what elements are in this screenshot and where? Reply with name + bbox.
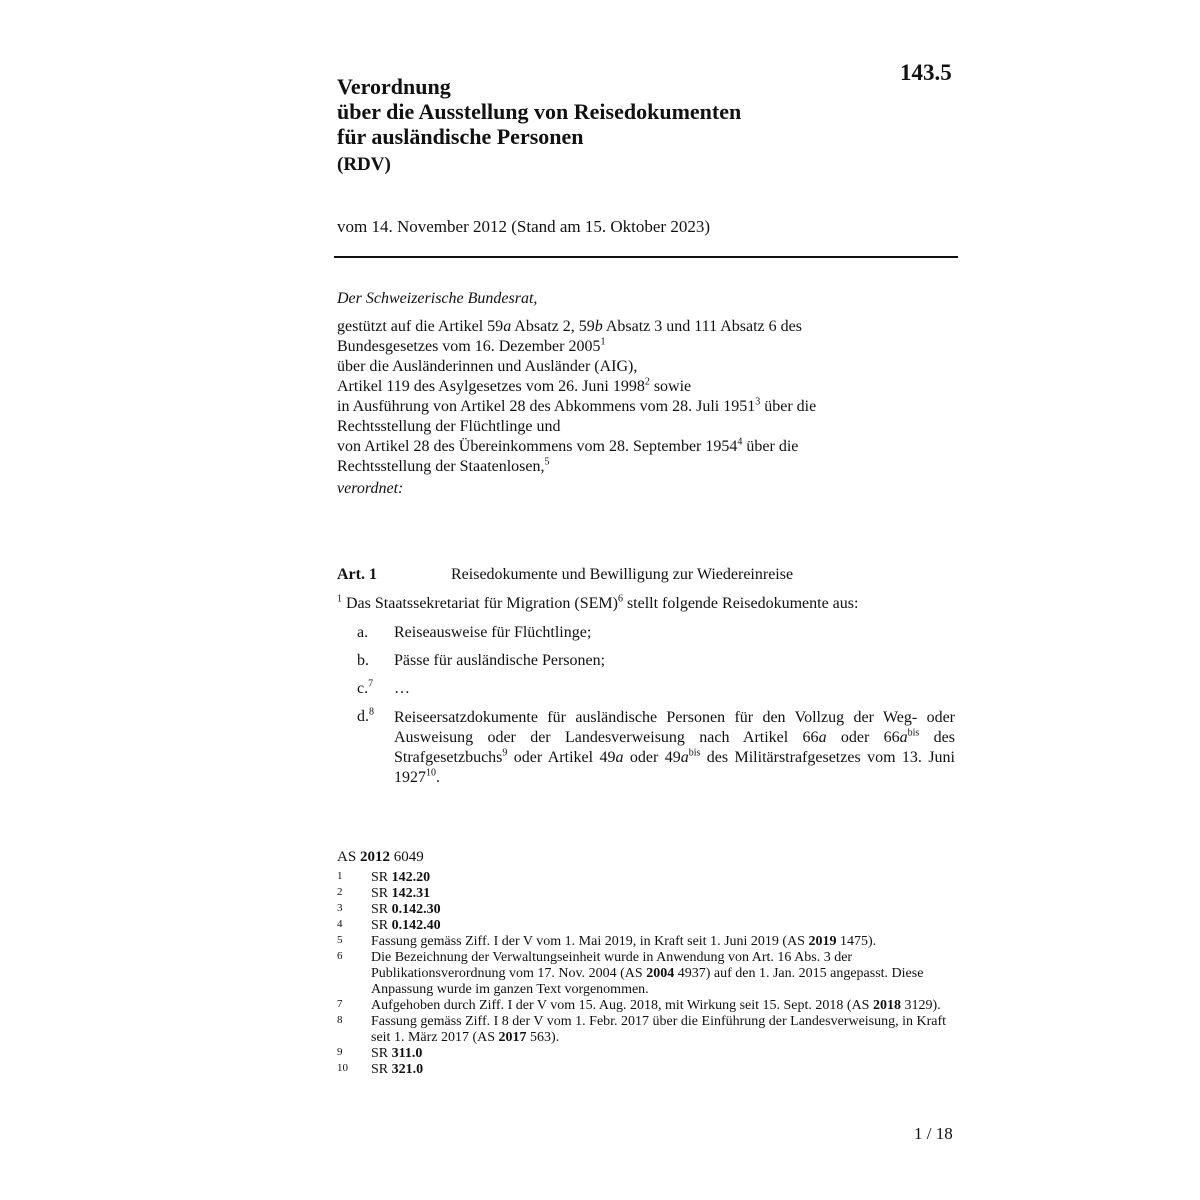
footnote: 9 SR 311.0 xyxy=(337,1046,423,1061)
footnote-ref[interactable]: 10 xyxy=(426,767,436,779)
list-item-label: c.$^7$ xyxy=(357,678,374,697)
title-line: über die Ausstellung von Reisedokumenten xyxy=(337,99,742,124)
title-line: für ausländische Personen xyxy=(337,124,584,149)
footnote: 3 SR 0.142.30 xyxy=(337,902,441,917)
title-line: Verordnung xyxy=(337,74,451,99)
preamble-line: Rechtsstellung der Staatenlosen,$^5$ xyxy=(337,456,550,475)
document-abbreviation: (RDV) xyxy=(337,154,391,175)
header-divider xyxy=(334,256,958,258)
footnote: 6 Die Bezeichnung der Verwaltungseinheit wurde in Anwendung von Art. 16 Abs. 3 der Publikationsverordnung vom 17. Nov. 2004 (AS 2004 4937) auf den 1. Jan. 2015 angepasst. Diese Anpassung wurde im ganzen Text vorgenommen. xyxy=(337,950,924,997)
preamble-line: über die Ausländerinnen und Ausländer (AIG), xyxy=(337,358,638,375)
list-item-text: … xyxy=(394,680,410,697)
preamble xyxy=(337,289,937,499)
footnote: 2 SR 142.31 xyxy=(337,886,431,901)
list-item-text: Reiseersatzdokumente für ausländische Personen für den Vollzug der Weg- oder Ausweisung oder der Landesverweisung nach Artikel 66a oder $66a^{bis}$ des Strafgesetzbuchs$^9$ oder Artikel 49a oder $49a^{bis}$ des Militärstrafgesetzes vom 13. Juni 1927$^{10}$. xyxy=(394,709,955,786)
paragraph-number: 1 xyxy=(337,593,342,605)
footnote-ref[interactable]: 4 xyxy=(737,436,743,448)
footnote: 8 Fassung gemäss Ziff. I 8 der V vom 1. Febr. 2017 über die Einführung der Landesverweisung, in Kraft seit 1. März 2017 (AS 2017 563). xyxy=(337,1014,947,1045)
footnote-ref[interactable]: 7 xyxy=(368,678,374,690)
footnotes xyxy=(337,870,957,1078)
footnote: 4 SR 0.142.40 xyxy=(337,918,441,933)
official-collection-reference: AS 2012 6049 xyxy=(337,849,424,865)
footnote: 7 Aufgehoben durch Ziff. I der V vom 15. Aug. 2018, mit Wirkung seit 15. Sept. 2018 (AS 2018 3129). xyxy=(337,998,941,1013)
footnote: 1 SR 142.20 xyxy=(337,870,431,885)
article-title: Reisedokumente und Bewilligung zur Wiedereinreise xyxy=(451,566,794,583)
preamble-line: gestützt auf die Artikel 59a Absatz 2, 59b Absatz 3 und 111 Absatz 6 des xyxy=(337,318,802,335)
preamble-line: Bundesgesetzes vom 16. Dezember 2005$^1$ xyxy=(337,336,606,355)
footnote: 5 Fassung gemäss Ziff. I der V vom 1. Mai 2019, in Kraft seit 1. Juni 2019 (AS 2019 1475). xyxy=(337,934,877,949)
footnote-ref[interactable]: 6 xyxy=(617,593,623,605)
list-item-label: a. xyxy=(357,624,369,641)
list-item-text: Pässe für ausländische Personen; xyxy=(394,652,606,669)
preamble-line: in Ausführung von Artikel 28 des Abkommens vom 28. Juli 1951$^3$ über die xyxy=(337,396,817,415)
sr-number: 143.5 xyxy=(900,60,952,85)
page-number: 1 / 18 xyxy=(914,1124,953,1143)
preamble-line: Artikel 119 des Asylgesetzes vom 26. Juni 1998$^2$ sowie xyxy=(337,376,692,395)
article-number: Art. 1 xyxy=(337,566,377,583)
footnote-ref[interactable]: 1 xyxy=(600,336,606,348)
article-paragraph: $^1$ Das Staatssekretariat für Migration (SEM)$^6$ stellt folgende Reisedokumente aus: xyxy=(337,593,859,612)
preamble-line: Rechtsstellung der Flüchtlinge und xyxy=(337,418,561,435)
document-title xyxy=(337,74,741,149)
list-item-text: Reiseausweise für Flüchtlinge; xyxy=(394,624,592,641)
footnote-ref[interactable]: 9 xyxy=(502,747,508,759)
preamble-verb: verordnet: xyxy=(337,480,404,497)
list-item-label: d.$^8$ xyxy=(357,706,374,725)
footnote-ref[interactable]: 3 xyxy=(755,396,761,408)
footnote: 10 SR 321.0 xyxy=(337,1062,424,1077)
footnote-ref[interactable]: 5 xyxy=(544,456,550,468)
preamble-line: von Artikel 28 des Übereinkommens vom 28. September 1954$^4$ über die xyxy=(337,436,799,455)
list-item-label: b. xyxy=(357,652,369,669)
footnote-ref[interactable]: 8 xyxy=(369,706,374,718)
preamble-issuer: Der Schweizerische Bundesrat, xyxy=(337,290,538,307)
article-heading xyxy=(337,566,793,584)
document-date: vom 14. November 2012 (Stand am 15. Oktober 2023) xyxy=(337,217,710,236)
footnote-ref[interactable]: 2 xyxy=(644,376,650,388)
